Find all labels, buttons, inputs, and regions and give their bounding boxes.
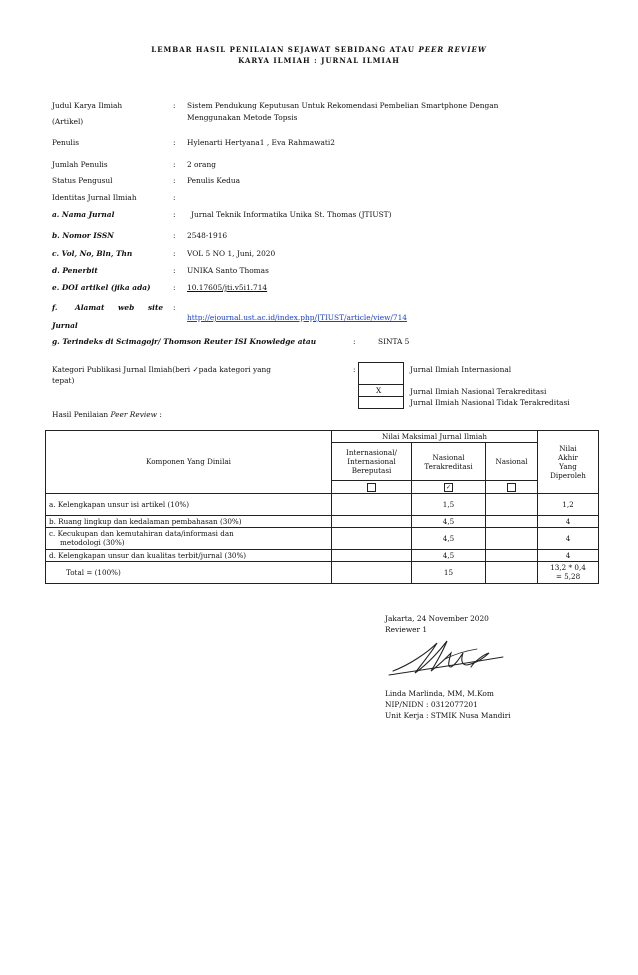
kategori-mark: X: [376, 386, 382, 395]
kategori-label-1: Kategori Publikasi Jurnal Ilmiah(beri ✓pada kategori yang: [52, 365, 272, 374]
table-row: [46, 515, 599, 527]
terindeks-colon: :: [353, 337, 356, 346]
status-value: Penulis Kedua: [187, 176, 240, 185]
judul-label: Judul Karya Ilmiah: [52, 101, 123, 110]
nasional-header: Nasional: [486, 443, 538, 481]
issn-value: 2548-1916: [187, 231, 228, 240]
row-c-label-2: metodologi (30%): [60, 538, 125, 547]
table-total-row: [46, 561, 599, 583]
penulis-label: Penulis: [52, 138, 80, 147]
nasional-terakreditasi-header: [412, 443, 486, 481]
identitas-colon: :: [173, 193, 176, 202]
website-label-jurnal: Jurnal: [52, 321, 78, 330]
checkbox-cell-internasional[interactable]: [332, 481, 412, 494]
checkbox-internasional[interactable]: [367, 483, 376, 492]
total-int: [332, 561, 412, 583]
row-d-label: d. Kelengkapan unsur dan kualitas terbit/jurnal (30%): [46, 549, 332, 561]
nas-line-1: Nasional: [432, 452, 465, 462]
judul-value-2: Menggunakan Metode Topsis: [187, 113, 298, 122]
row-d-nas: 4,5: [412, 549, 486, 561]
hasil-label-end: :: [159, 410, 162, 419]
vol-value: VOL 5 NO 1, Juni, 2020: [187, 249, 276, 258]
website-label-f: f.: [52, 303, 58, 312]
row-a-akhir: 1,2: [538, 493, 599, 515]
akhir-line-4: Diperoleh: [550, 470, 586, 480]
kategori-opt-2: Jurnal Ilmiah Nasional Terakreditasi: [410, 387, 547, 396]
terindeks-value: SINTA 5: [378, 337, 410, 346]
website-colon: :: [173, 303, 176, 312]
penerbit-colon: :: [173, 266, 176, 275]
row-c-label-cell: [46, 527, 332, 549]
int-line-1: Internasional/: [346, 448, 397, 457]
penerbit-label: d. Penerbit: [52, 266, 98, 275]
kategori-box-internasional[interactable]: [358, 362, 404, 386]
issn-colon: :: [173, 231, 176, 240]
terindeks-label: g. Terindeks di Scimagojr/ Thomson Reuter ISI Knowledge atau: [52, 337, 317, 346]
title-line1: LEMBAR HASIL PENILAIAN SEJAWAT SEBIDANG ATAU: [151, 45, 416, 54]
row-c-akhir: 4: [538, 527, 599, 549]
score-table: [45, 430, 599, 584]
row-c-label: c. Kecukupan dan kemutahiran data/informasi dan: [49, 529, 234, 538]
row-b-akhir: 4: [538, 515, 599, 527]
signature-name: Linda Marlinda, MM, M.Kom: [385, 689, 494, 698]
penerbit-value: UNIKA Santo Thomas: [187, 266, 269, 275]
hasil-penilaian-label: [52, 410, 162, 419]
row-b-nas: 4,5: [412, 515, 486, 527]
nas-line-2: Terakreditasi: [424, 461, 473, 471]
identitas-label: Identitas Jurnal Ilmiah: [52, 193, 137, 202]
checkbox-nasional-terakreditasi[interactable]: ✓: [445, 483, 452, 491]
penulis-value: Hylenarti Hertyana1 , Eva Rahmawati2: [187, 138, 335, 147]
nilai-max-header: Nilai Maksimal Jurnal Ilmiah: [332, 431, 538, 443]
doi-colon: :: [173, 283, 176, 292]
checkbox-cell-nasional[interactable]: [486, 481, 538, 494]
signature-place-date: Jakarta, 24 November 2020: [385, 614, 489, 623]
website-label-alamat: Alamat: [75, 303, 105, 312]
nilai-akhir-header: [538, 431, 599, 494]
website-label-web: web: [118, 303, 135, 312]
hasil-label-text: Hasil Penilaian: [52, 410, 109, 419]
internasional-header: [332, 443, 412, 481]
signature-nip: NIP/NIDN : 0312077201: [385, 700, 478, 709]
kategori-opt-3: Jurnal Ilmiah Nasional Tidak Terakreditasi: [410, 398, 570, 407]
kategori-box-tidak-terakreditasi[interactable]: [358, 396, 404, 409]
total-label: Total = (100%): [46, 561, 332, 583]
penulis-colon: :: [173, 138, 176, 147]
row-a-nas: 1,5: [412, 493, 486, 515]
int-line-3: Bereputasi: [351, 466, 392, 475]
row-a-label: a. Kelengkapan unsur isi artikel (10%): [46, 493, 332, 515]
row-b-label: b. Ruang lingkup dan kedalaman pembahasan (30%): [46, 515, 332, 527]
jumlah-label: Jumlah Penulis: [52, 160, 108, 169]
row-b-nasional: [486, 515, 538, 527]
akhir-line-1: Nilai: [559, 443, 577, 453]
nama-jurnal-label: a. Nama Jurnal: [52, 210, 115, 219]
row-a-int: [332, 493, 412, 515]
judul-colon: :: [173, 101, 176, 110]
kategori-opt-1: Jurnal Ilmiah Internasional: [410, 365, 512, 374]
jumlah-value: 2 orang: [187, 160, 216, 169]
int-line-2: Internasional: [347, 457, 396, 466]
kategori-colon: :: [353, 365, 356, 374]
checkbox-nasional[interactable]: [507, 483, 516, 492]
total-nas: 15: [412, 561, 486, 583]
website-link[interactable]: http://ejournal.ust.ac.id/index.php/JTIUST/article/view/714: [187, 313, 407, 322]
nama-colon: :: [173, 210, 176, 219]
total-akhir: [538, 561, 599, 583]
hasil-label-italic: Peer Review: [110, 410, 157, 419]
table-header-row-1: [46, 431, 599, 443]
signature-image: [385, 637, 515, 679]
total-akhir-1: 13,2 * 0,4: [550, 563, 586, 572]
judul-value-1: Sistem Pendukung Keputusan Untuk Rekomendasi Pembelian Smartphone Dengan: [187, 101, 499, 110]
komponen-header: Komponen Yang Dinilai: [46, 431, 332, 494]
table-row: [46, 549, 599, 561]
row-b-int: [332, 515, 412, 527]
row-d-akhir: 4: [538, 549, 599, 561]
website-label-site: site: [148, 303, 164, 312]
kategori-label-2: tepat): [52, 376, 75, 385]
checkbox-cell-nasional-terakreditasi[interactable]: [412, 481, 486, 494]
status-colon: :: [173, 176, 176, 185]
doi-link[interactable]: 10.17605/jti.v5i1.714: [187, 283, 268, 292]
title-line1-italic: PEER REVIEW: [418, 45, 487, 54]
nama-jurnal-value: Jurnal Teknik Informatika Unika St. Thomas (JTIUST): [191, 210, 392, 219]
row-d-int: [332, 549, 412, 561]
total-nasional: [486, 561, 538, 583]
signature-role: Reviewer 1: [385, 625, 428, 634]
judul-label-2: (Artikel): [52, 117, 84, 126]
table-row: [46, 493, 599, 515]
document-title: [0, 46, 638, 55]
signature-unit: Unit Kerja : STMIK Nusa Mandiri: [385, 711, 511, 720]
vol-colon: :: [173, 249, 176, 258]
akhir-line-3: Yang: [559, 461, 577, 471]
row-c-nasional: [486, 527, 538, 549]
row-d-nasional: [486, 549, 538, 561]
issn-label: b. Nomor ISSN: [52, 231, 114, 240]
document-subtitle: KARYA ILMIAH : JURNAL ILMIAH: [238, 56, 400, 65]
total-akhir-2: = 5,28: [555, 572, 581, 581]
vol-label: c. Vol, No, Bln, Thn: [52, 249, 133, 258]
row-c-int: [332, 527, 412, 549]
row-c-nas: 4,5: [412, 527, 486, 549]
jumlah-colon: :: [173, 160, 176, 169]
table-row: [46, 527, 599, 549]
akhir-line-2: Akhir: [558, 452, 578, 462]
row-a-nasional: [486, 493, 538, 515]
status-label: Status Pengusul: [52, 176, 113, 185]
doi-label: e. DOI artikel (jika ada): [52, 283, 151, 292]
